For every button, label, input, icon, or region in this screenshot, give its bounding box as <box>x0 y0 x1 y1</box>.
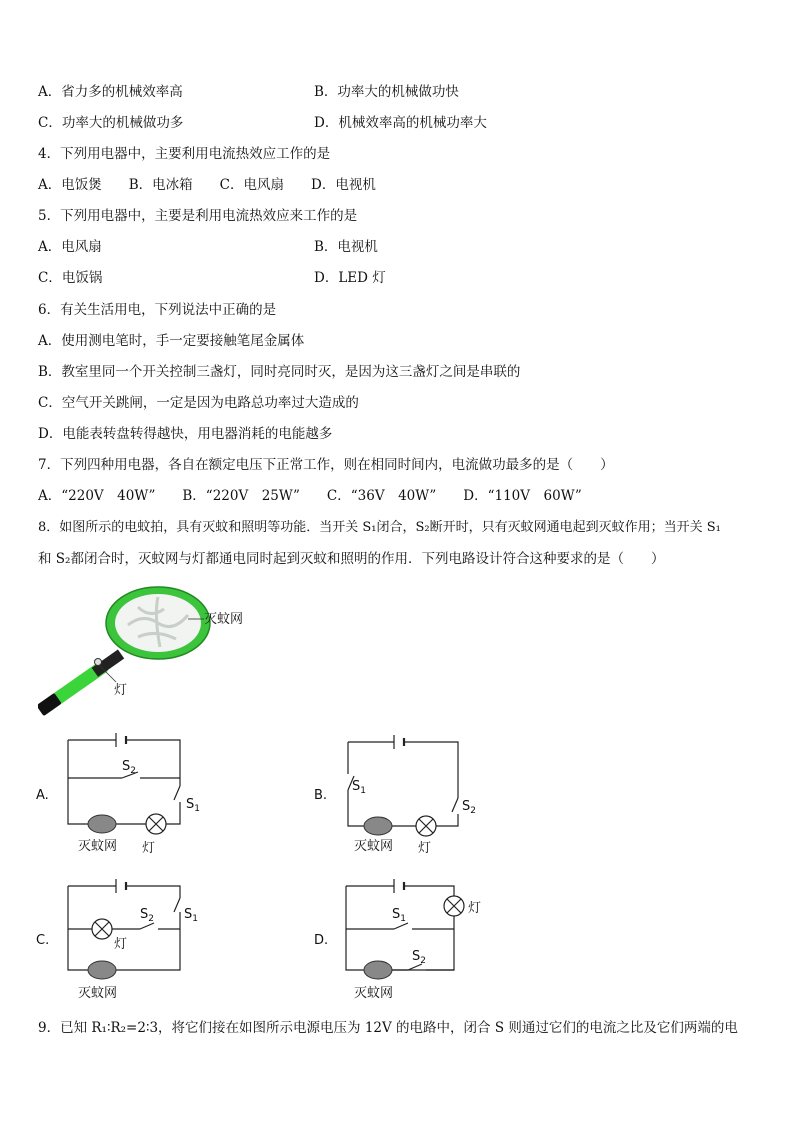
q5-option-d: D．LED 灯 <box>314 270 386 286</box>
q3-option-a: A．省力多的机械效率高 <box>38 84 183 100</box>
circuit-c-option-label: C. <box>36 933 50 948</box>
q5-stem: 5．下列用电器中，主要是利用电流热效应来工作的是 <box>38 208 358 224</box>
s2-label: $S_2$ <box>122 759 136 776</box>
q8-stem-line1: 8．如图所示的电蚊拍，具有灭蚊和照明等功能．当开关 S₁闭合，S₂断开时，只有灭蚊网通电起到灭蚊作用；当开关 S₁ <box>38 520 721 535</box>
switch-s1 <box>174 786 180 800</box>
circuit-a-option-label: A. <box>36 788 49 803</box>
s1-label: $S_1$ <box>184 907 198 924</box>
circuit-c <box>30 874 250 1004</box>
q3-option-c: C．功率大的机械做功多 <box>38 115 184 131</box>
mosquito-racket-image <box>38 585 278 720</box>
q4-options: A．电饭煲 B．电冰箱 C．电风扇 D．电视机 <box>38 177 376 193</box>
net-caption: 灭蚊网 <box>78 986 118 1001</box>
lamp-label: 灯 <box>114 683 128 698</box>
s2-label: $S_2$ <box>140 907 154 924</box>
q6-option-c: C．空气开关跳闸，一定是因为电路总功率过大造成的 <box>38 395 359 411</box>
lamp-caption: 灯 <box>468 901 482 916</box>
circuit-d-option-label: D. <box>314 933 329 948</box>
q5-option-c: C．电饭锅 <box>38 270 103 286</box>
q5-option-b: B．电视机 <box>314 239 378 255</box>
q6-option-a: A．使用测电笔时，手一定要接触笔尾金属体 <box>38 333 305 349</box>
q6-option-b: B．教室里同一个开关控制三盏灯，同时亮同时灭，是因为这三盏灯之间是串联的 <box>38 364 521 380</box>
q9-stem: 9．已知 R₁∶R₂=2∶3，将它们接在如图所示电源电压为 12V 的电路中，闭合 S 则通过它们的电流之比及它们两端的电 <box>38 1020 738 1036</box>
net-caption: 灭蚊网 <box>354 839 394 854</box>
lamp-caption: 灯 <box>114 937 128 952</box>
s1-label: $S_1$ <box>352 779 366 796</box>
q7-options: A．“220V 40W” B．“220V 25W” C．“36V 40W” D．“110V 60W” <box>38 488 582 504</box>
s2-label: $S_2$ <box>412 949 426 966</box>
q6-option-d: D．电能表转盘转得越快，用电器消耗的电能越多 <box>38 426 333 442</box>
mosquito-net-symbol <box>364 817 392 835</box>
circuit-b <box>308 728 528 858</box>
lamp-caption: 灯 <box>418 841 432 856</box>
s1-label: $S_1$ <box>392 907 406 924</box>
q7-stem: 7．下列四种用电器，各自在额定电压下正常工作，则在相同时间内，电流做功最多的是（ ） <box>38 457 614 473</box>
s2-label: $S_2$ <box>462 799 476 816</box>
q5-option-a: A．电风扇 <box>38 239 102 255</box>
mosquito-net-symbol <box>364 961 392 979</box>
net-caption: 灭蚊网 <box>354 986 394 1001</box>
racket-lamp <box>95 659 102 666</box>
q3-option-d: D．机械效率高的机械功率大 <box>314 115 487 131</box>
switch-s2 <box>452 798 458 812</box>
q4-stem: 4．下列用电器中，主要利用电流热效应工作的是 <box>38 146 331 162</box>
switch-s1 <box>174 898 180 912</box>
q6-stem: 6．有关生活用电，下列说法中正确的是 <box>38 302 277 318</box>
s1-label: $S_1$ <box>186 797 200 814</box>
lamp-caption: 灯 <box>142 841 156 856</box>
net-label: 灭蚊网 <box>204 612 244 627</box>
q8-stem-line2: 和 S₂都闭合时，灭蚊网与灯都通电同时起到灭蚊和照明的作用．下列电路设计符合这种要求的是（ ） <box>38 551 665 567</box>
q3-option-b: B．功率大的机械做功快 <box>314 84 459 100</box>
mosquito-net-symbol <box>88 961 116 979</box>
net-caption: 灭蚊网 <box>78 839 118 854</box>
circuit-d <box>308 874 528 1004</box>
circuit-a <box>30 728 250 858</box>
circuit-b-option-label: B. <box>314 788 328 803</box>
mosquito-net-symbol <box>88 815 116 833</box>
